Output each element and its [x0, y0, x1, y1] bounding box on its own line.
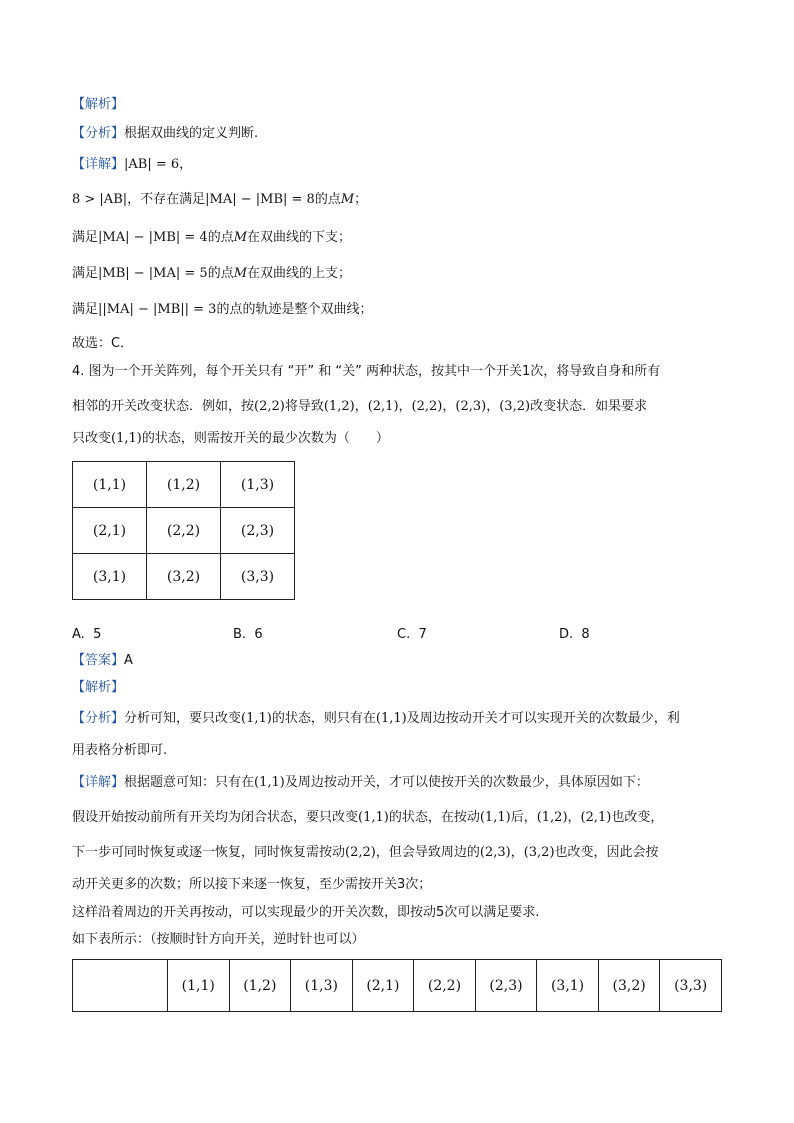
- detail-line-2: [72, 228, 351, 248]
- text: 及周边按动开关才可以实现开关的次数最少，利: [406, 711, 680, 726]
- table-header-cell: (3,2): [598, 960, 660, 1012]
- detail-line-4: [72, 300, 372, 320]
- math-expression: ||MA| − |MB|| = 3: [98, 302, 217, 317]
- analysis-heading: 【解析】: [72, 680, 125, 695]
- table-header-cell: [73, 960, 168, 1012]
- paragraph-1: [72, 808, 663, 828]
- math-coordinate: (2,1): [367, 399, 399, 414]
- math-coordinate: (1,1): [111, 431, 142, 446]
- fenxi-label: 【分析】: [72, 711, 125, 726]
- option-b: [233, 625, 263, 645]
- option-value: 6: [254, 627, 263, 642]
- math-coordinate: (1,1): [479, 810, 511, 825]
- fenxi-line-2: 用表格分析即可.: [72, 743, 168, 758]
- option-letter: B.: [233, 627, 247, 642]
- math-coordinate: (3,2): [523, 845, 555, 860]
- paragraph-5: 如下表所示：（按顺时针方向开关，逆时针也可以）: [72, 932, 365, 947]
- grid-cell: (1,3): [221, 462, 295, 508]
- math-variable: M: [233, 230, 248, 245]
- table-header-cell: (2,3): [475, 960, 537, 1012]
- math-coordinate: (1,1): [375, 711, 407, 726]
- answer-line: [72, 651, 133, 671]
- text: 下一步可同时恢复或逐一恢复，同时恢复需按动: [72, 845, 346, 860]
- option-value: 8: [581, 627, 590, 642]
- text: 将导致: [284, 399, 324, 414]
- math-coordinate: (2,2): [345, 845, 376, 860]
- math-coordinate: (1,2): [323, 399, 355, 414]
- text: 在双曲线的下支；: [247, 230, 352, 245]
- text: 满足: [72, 302, 99, 317]
- text: 的点: [314, 192, 341, 207]
- punctuation: ，: [510, 845, 524, 860]
- fenxi-label: 【分析】: [72, 126, 125, 141]
- paragraph-4: 这样沿着周边的开关再按动，可以实现最少的开关次数，即按动5次可以满足要求.: [72, 905, 540, 920]
- text: 的点: [207, 266, 234, 281]
- math-coordinate: (2,2): [254, 399, 285, 414]
- grid-cell: (3,2): [147, 554, 221, 600]
- text: 的状态，则需按开关的最少次数为（ ）: [141, 431, 389, 446]
- question-line-1: 4. 图为一个开关阵列，每个开关只有 “开” 和 “关” 两种状态，按其中一个开关1次，将导致自身和所有: [72, 364, 661, 379]
- punctuation: ，: [354, 399, 368, 414]
- xiangjie-label: 【详解】: [72, 157, 125, 172]
- option-c: [397, 625, 427, 645]
- table-header-cell: (1,1): [168, 960, 230, 1012]
- math-expression: |MA| − |MB| = 8: [205, 192, 315, 207]
- punctuation: ；: [354, 192, 368, 207]
- text: 分析可知，要只改变: [124, 711, 242, 726]
- xiangjie-label: 【详解】: [72, 775, 125, 790]
- text: 也改变，: [611, 810, 664, 825]
- punctuation: ，: [179, 157, 193, 172]
- grid-cell: (1,1): [73, 462, 147, 508]
- analysis-heading-top: 【解析】: [72, 97, 125, 112]
- option-a: [72, 625, 101, 645]
- answer-choice: 故选：C．: [72, 336, 134, 351]
- fenxi-line-1: [72, 709, 680, 729]
- math-coordinate: (1,1): [358, 810, 389, 825]
- detail-line-0: [72, 155, 192, 175]
- math-coordinate: (2,3): [479, 845, 511, 860]
- text: ，不存在满足: [127, 192, 206, 207]
- text: 根据题意可知：只有在: [124, 775, 255, 790]
- answer-value: A: [124, 653, 133, 668]
- punctuation: ，: [398, 399, 412, 414]
- analysis-summary-line: [72, 124, 258, 144]
- punctuation: ，: [567, 810, 581, 825]
- math-coordinate: (2,2): [411, 399, 443, 414]
- xiangjie-line: [72, 773, 649, 793]
- question-line-2: [72, 397, 647, 417]
- option-letter: C.: [397, 627, 411, 642]
- grid-cell: (2,2): [147, 508, 221, 554]
- math-inequality: 8 > |AB|: [72, 192, 128, 207]
- math-expression: |MB| − |MA| = 5: [98, 266, 208, 281]
- math-variable: M: [340, 192, 355, 207]
- math-variable: M: [233, 266, 248, 281]
- text: 的状态，则只有在: [271, 711, 376, 726]
- switch-grid-table: [72, 461, 295, 600]
- punctuation: ，: [486, 399, 500, 414]
- table-header-cell: (1,2): [229, 960, 291, 1012]
- text: 改变状态．如果要求: [530, 399, 648, 414]
- fenxi-text: 根据双曲线的定义判断.: [124, 126, 259, 141]
- table-header-cell: (2,2): [414, 960, 476, 1012]
- math-coordinate: (1,1): [254, 775, 285, 790]
- question-line-3: [72, 429, 389, 449]
- math-ab-length: |AB| = 6: [124, 157, 180, 172]
- table-header-cell: (2,1): [352, 960, 414, 1012]
- option-letter: D.: [559, 627, 574, 642]
- option-d: [559, 625, 590, 645]
- text: 的点的轨迹是整个双曲线；: [216, 302, 373, 317]
- math-coordinate: (2,1): [580, 810, 612, 825]
- punctuation: ，: [442, 399, 456, 414]
- grid-cell: (3,1): [73, 554, 147, 600]
- text: 及周边按动开关，才可以使按开关的次数最少，具体原因如下：: [284, 775, 649, 790]
- text: 的状态，在按动: [388, 810, 480, 825]
- option-value: 7: [418, 627, 427, 642]
- math-coordinate: (1,2): [536, 810, 568, 825]
- grid-cell: (1,2): [147, 462, 221, 508]
- math-expression: |MA| − |MB| = 4: [98, 230, 208, 245]
- text: 只改变: [72, 431, 112, 446]
- bottom-sequence-table: [72, 959, 722, 1012]
- text: 假设开始按动前所有开关均为闭合状态，要只改变: [72, 810, 359, 825]
- paragraph-3: 动开关更多的次数；所以接下来逐一恢复，至少需按开关3次；: [72, 877, 432, 892]
- option-value: 5: [93, 627, 102, 642]
- option-letter: A.: [72, 627, 85, 642]
- text: 也改变，因此会按: [554, 845, 659, 860]
- text: ，但会导致周边的: [375, 845, 480, 860]
- text: 相邻的开关改变状态．例如，按: [72, 399, 255, 414]
- table-header-cell: (3,1): [537, 960, 599, 1012]
- paragraph-2: [72, 843, 659, 863]
- grid-cell: (3,3): [221, 554, 295, 600]
- table-header-cell: (3,3): [660, 960, 722, 1012]
- text: 满足: [72, 266, 99, 281]
- detail-line-1: [72, 190, 367, 210]
- text: 在双曲线的上支；: [247, 266, 352, 281]
- detail-line-3: [72, 264, 351, 284]
- math-coordinate: (1,1): [241, 711, 272, 726]
- text: 满足: [72, 230, 99, 245]
- grid-cell: (2,1): [73, 508, 147, 554]
- math-coordinate: (3,2): [499, 399, 531, 414]
- text: 的点: [207, 230, 234, 245]
- answer-label: 【答案】: [72, 653, 125, 668]
- table-header-cell: (1,3): [291, 960, 353, 1012]
- text: 后，: [510, 810, 537, 825]
- grid-cell: (2,3): [221, 508, 295, 554]
- math-coordinate: (2,3): [455, 399, 487, 414]
